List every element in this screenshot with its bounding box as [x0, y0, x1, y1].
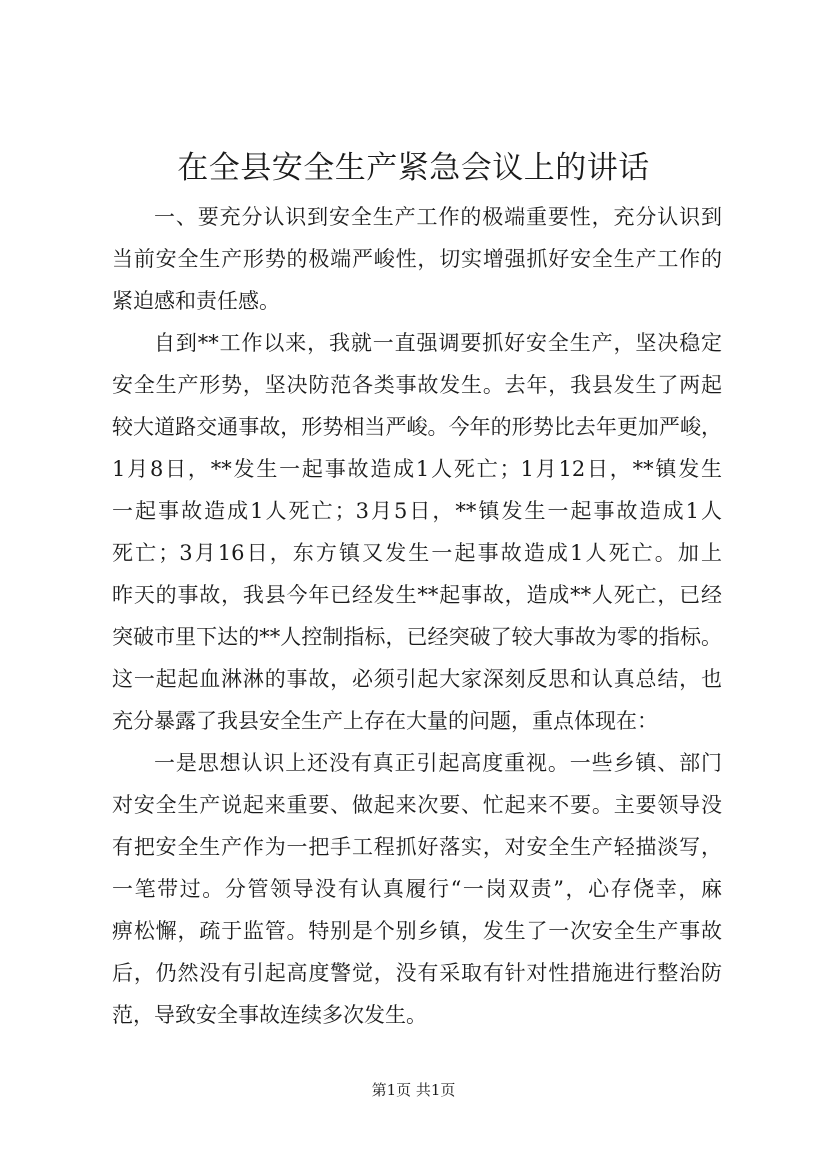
paragraph-line: 充分暴露了我县安全生产上存在大量的问题，重点体现在：	[112, 709, 658, 733]
paragraph-line: 痹松懈，疏于监管。特别是个别乡镇，发生了一次安全生产事故	[112, 919, 722, 943]
paragraph	[112, 742, 722, 1036]
paragraph-line: 紧迫感和责任感。	[112, 289, 280, 313]
paragraph-line: 昨天的事故，我县今年已经发生**起事故，造成**人死亡，已经	[112, 583, 722, 607]
paragraph	[112, 322, 722, 742]
paragraph-line: 后，仍然没有引起高度警觉，没有采取有针对性措施进行整治防	[112, 961, 722, 985]
paragraph-line: 一、要充分认识到安全生产工作的极端重要性，充分认识到	[154, 205, 722, 229]
paragraph-line: 死亡；3月16日，东方镇又发生一起事故造成1人死亡。加上	[112, 541, 722, 565]
document-title: 在全县安全生产紧急会议上的讲话	[177, 150, 650, 186]
document-body	[112, 196, 722, 1036]
paragraph-line: 自到**工作以来，我就一直强调要抓好安全生产，坚决稳定	[154, 331, 722, 355]
paragraph-line: 一是思想认识上还没有真正引起高度重视。一些乡镇、部门	[154, 751, 722, 775]
paragraph-line: 这一起起血淋淋的事故，必须引起大家深刻反思和认真总结，也	[112, 667, 722, 691]
paragraph-line: 一笔带过。分管领导没有认真履行“一岗双责”，心存侥幸，麻	[112, 877, 722, 901]
page-footer: 第1页 共1页	[371, 1081, 456, 1099]
paragraph-line: 范，导致安全事故连续多次发生。	[112, 1003, 427, 1027]
paragraph-line: 1月8日，**发生一起事故造成1人死亡；1月12日，**镇发生	[112, 457, 722, 481]
paragraph-line: 安全生产形势，坚决防范各类事故发生。去年，我县发生了两起	[112, 373, 722, 397]
paragraph-line: 对安全生产说起来重要、做起来次要、忙起来不要。主要领导没	[112, 793, 722, 817]
paragraph-line: 当前安全生产形势的极端严峻性，切实增强抓好安全生产工作的	[112, 247, 722, 271]
paragraph	[112, 196, 722, 322]
paragraph-line: 突破市里下达的**人控制指标，已经突破了较大事故为零的指标。	[112, 625, 722, 649]
paragraph-line: 一起事故造成1人死亡；3月5日，**镇发生一起事故造成1人	[112, 499, 722, 523]
paragraph-line: 有把安全生产作为一把手工程抓好落实，对安全生产轻描淡写，	[112, 835, 722, 859]
paragraph-line: 较大道路交通事故，形势相当严峻。今年的形势比去年更加严峻，	[112, 415, 722, 439]
